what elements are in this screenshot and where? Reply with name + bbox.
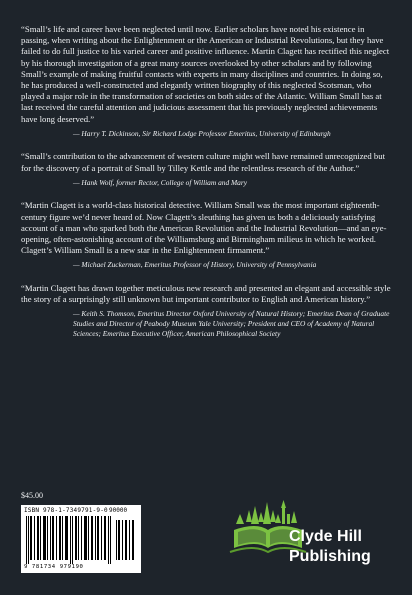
blurb-zuckerman <box>21 200 393 270</box>
publisher-name-line1: Clyde Hill <box>289 528 362 545</box>
blurb-attribution: — Michael Zuckerman, Emeritus Professor of History, University of Pennsylvania <box>73 260 317 270</box>
isbn-label: ISBN 978-1-7349791-9-0 <box>24 507 108 514</box>
blurbs-section <box>21 24 393 351</box>
blurb-thomson <box>21 283 393 338</box>
price-label: $45.00 <box>21 491 43 500</box>
blurb-attribution: — Harry T. Dickinson, Sir Richard Lodge Professor Emeritus, University of Edinburgh <box>73 128 331 138</box>
publisher-name-line2: Publishing <box>289 548 371 565</box>
barcode-addon: 90000 <box>109 507 128 514</box>
blurb-quote: “Martin Clagett has drawn together meticulous new research and presented an elegant and accessible style the story of a surprisingly still unknown but important contributor to English and American history.” <box>21 283 391 305</box>
isbn-barcode <box>21 505 141 573</box>
blurb-quote: “Martin Clagett is a world-class historical detective. William Small was the most important eighteenth-century figure we’d never heard of. Now Clagett’s sleuthing has given us both a deliciously satisfying account of a man who sparked both the American Revolution and the Industrial Revolution—and an eye-opening, often-astonishing account of the Williamsburg and Birmingham milieus in which he worked. Clagett’s William Small is a new star in the Enlightenment firmament.” <box>21 200 387 256</box>
blurb-quote: “Small’s contribution to the advancement of western culture might well have remained unrecognized but for the discovery of a portrait of Small by Tilley Kettle and the relentless research of the Author.” <box>21 151 386 173</box>
blurb-dickinson <box>21 24 393 138</box>
barcode-bars <box>26 516 136 564</box>
blurb-quote: “Small’s life and career have been neglected until now. Earlier scholars have noted his existence in passing, when writing about the Enlightenment or the American or Industrial Revolutions, but they have failed to do full justice to his varied career and positive influence. Martin Clagett has rectified this neglect by his thorough investigation of a great many sources overlooked by other scholars and by following Small’s example of making fruitful contacts with experts in many disciplines and countries. In doing so, he has produced a well-constructed and elegantly written biography of this neglected Scotsman, who played a major role in the transformation of societies on both sides of the Atlantic. William Small has at last received the careful attention and judicious assessment that his previously neglected achievements have long deserved.” <box>21 24 390 124</box>
blurb-attribution: — Hank Wolf, former Rector, College of William and Mary <box>73 177 248 187</box>
barcode-human-readable: 9 781734 979190 <box>24 564 84 570</box>
blurb-attribution: — Keith S. Thomson, Emeritus Director Oxford University of Natural History; Emeritus Dean of Graduate Studies and Director of Peabody Museum Yale University; President and CEO of Academy of Natural Sciences; Emeritus Executive Officer, American Philosophical Society <box>73 309 390 338</box>
blurb-wolf <box>21 151 393 187</box>
